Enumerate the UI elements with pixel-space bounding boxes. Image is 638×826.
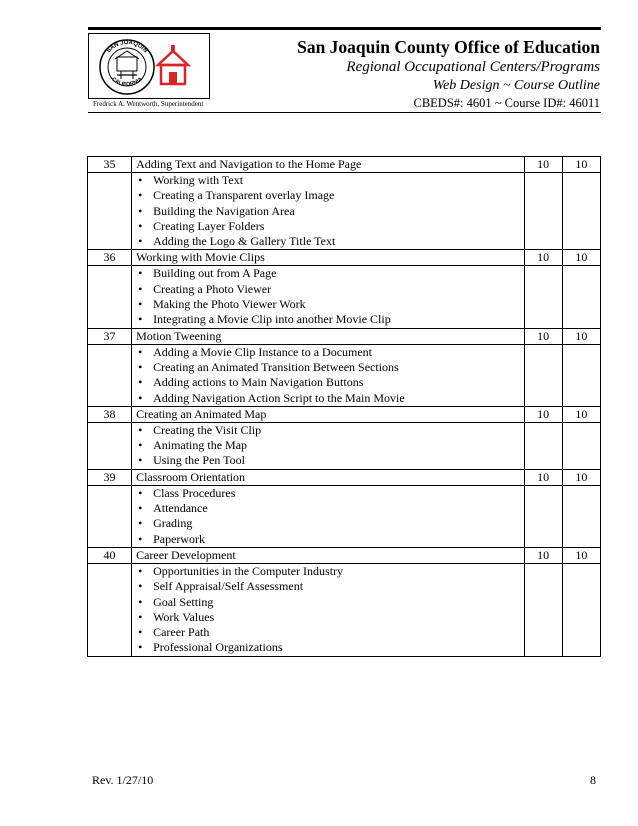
topic-list: [136, 173, 523, 249]
seal-text-top: SAN JOAQUIN: [105, 39, 149, 55]
topic-item: • Paperwork: [136, 532, 523, 547]
lesson-number: 35: [88, 157, 132, 173]
lesson-title: Motion Tweening: [132, 328, 524, 344]
empty-cell: [562, 563, 600, 656]
topic-item: • Working with Text: [136, 173, 523, 188]
topic-item: • Building out from A Page: [136, 266, 523, 281]
topic-list: [136, 423, 523, 469]
topic-item: • Making the Photo Viewer Work: [136, 297, 523, 312]
school-roof-icon: [158, 51, 188, 65]
lesson-row: [88, 469, 601, 485]
lesson-hours-b: 10: [562, 157, 600, 173]
lesson-number: 36: [88, 250, 132, 266]
lesson-topics-row: [88, 422, 601, 469]
topic-item: • Grading: [136, 516, 523, 531]
lesson-number: 39: [88, 469, 132, 485]
lesson-topics-row: [88, 266, 601, 328]
topic-item: • Professional Organizations: [136, 640, 523, 655]
lesson-topics: [132, 344, 524, 406]
lesson-topics: [132, 563, 524, 656]
lesson-title: Career Development: [132, 547, 524, 563]
topic-item: • Creating a Photo Viewer: [136, 282, 523, 297]
empty-cell: [524, 422, 562, 469]
top-rule: [88, 27, 601, 30]
topic-item: • Career Path: [136, 625, 523, 640]
lesson-topics: [132, 266, 524, 328]
course-outline-title: Web Design ~ Course Outline: [432, 78, 600, 93]
empty-cell: [524, 563, 562, 656]
topic-item: • Class Procedures: [136, 486, 523, 501]
lesson-hours-b: 10: [562, 547, 600, 563]
lesson-hours-a: 10: [524, 157, 562, 173]
topic-item: • Creating Layer Folders: [136, 219, 523, 234]
lesson-hours-b: 10: [562, 328, 600, 344]
empty-cell: [88, 422, 132, 469]
lesson-hours-a: 10: [524, 250, 562, 266]
lesson-hours-a: 10: [524, 547, 562, 563]
lesson-row: [88, 406, 601, 422]
county-logo: [88, 33, 210, 99]
topic-item: • Self Appraisal/Self Assessment: [136, 579, 523, 594]
revision-date: Rev. 1/27/10: [92, 773, 154, 787]
topic-item: • Creating an Animated Transition Between Sections: [136, 360, 523, 375]
lesson-hours-a: 10: [524, 469, 562, 485]
lesson-row: [88, 157, 601, 173]
lesson-number: 40: [88, 547, 132, 563]
topic-item: • Work Values: [136, 610, 523, 625]
topic-item: • Adding actions to Main Navigation Buttons: [136, 375, 523, 390]
empty-cell: [88, 485, 132, 547]
lesson-hours-b: 10: [562, 250, 600, 266]
empty-cell: [524, 266, 562, 328]
lesson-topics: [132, 485, 524, 547]
course-outline-table: [87, 156, 601, 657]
empty-cell: [562, 485, 600, 547]
lesson-topics-row: [88, 485, 601, 547]
county-seal-icon: [95, 37, 205, 97]
lesson-number: 38: [88, 406, 132, 422]
svg-text:SAN JOAQUIN: [106, 40, 148, 54]
lesson-topics-row: [88, 563, 601, 656]
lesson-title: Creating an Animated Map: [132, 406, 524, 422]
empty-cell: [88, 173, 132, 250]
empty-cell: [562, 266, 600, 328]
course-id-line: CBEDS#: 4601 ~ Course ID#: 46011: [413, 96, 600, 110]
empty-cell: [524, 485, 562, 547]
lesson-hours-b: 10: [562, 406, 600, 422]
lesson-topics: [132, 173, 524, 250]
topic-item: • Opportunities in the Computer Industry: [136, 564, 523, 579]
org-subtitle: Regional Occupational Centers/Programs: [346, 59, 600, 75]
lesson-title: Working with Movie Clips: [132, 250, 524, 266]
svg-text:CALIFORNIA: [110, 76, 143, 87]
topic-item: • Creating a Transparent overlay Image: [136, 188, 523, 203]
topic-item: • Adding a Movie Clip Instance to a Document: [136, 345, 523, 360]
lesson-number: 37: [88, 328, 132, 344]
topic-item: • Using the Pen Tool: [136, 453, 523, 468]
topic-item: • Adding the Logo & Gallery Title Text: [136, 234, 523, 249]
lesson-row: [88, 547, 601, 563]
lesson-hours-b: 10: [562, 469, 600, 485]
lesson-hours-a: 10: [524, 328, 562, 344]
topic-list: [136, 266, 523, 327]
topic-list: [136, 564, 523, 656]
topic-item: • Attendance: [136, 501, 523, 516]
topic-item: • Building the Navigation Area: [136, 204, 523, 219]
empty-cell: [524, 344, 562, 406]
lesson-title: Classroom Orientation: [132, 469, 524, 485]
lesson-topics: [132, 422, 524, 469]
superintendent-name: Fredrick A. Wentworth, Superintendent: [93, 100, 204, 108]
lesson-topics-row: [88, 173, 601, 250]
empty-cell: [88, 563, 132, 656]
lesson-hours-a: 10: [524, 406, 562, 422]
topic-list: [136, 345, 523, 406]
lesson-row: [88, 250, 601, 266]
topic-item: • Creating the Visit Clip: [136, 423, 523, 438]
topic-item: • Animating the Map: [136, 438, 523, 453]
empty-cell: [562, 173, 600, 250]
empty-cell: [88, 266, 132, 328]
topic-item: • Integrating a Movie Clip into another Movie Clip: [136, 312, 523, 327]
topic-item: • Goal Setting: [136, 595, 523, 610]
empty-cell: [562, 344, 600, 406]
lesson-title: Adding Text and Navigation to the Home Page: [132, 157, 524, 173]
topic-list: [136, 486, 523, 547]
org-title: San Joaquin County Office of Education: [297, 37, 600, 57]
empty-cell: [524, 173, 562, 250]
header-rule: [88, 112, 601, 113]
document-header: [297, 37, 600, 111]
empty-cell: [88, 344, 132, 406]
empty-cell: [562, 422, 600, 469]
topic-item: • Adding Navigation Action Script to the Main Movie: [136, 391, 523, 406]
lesson-topics-row: [88, 344, 601, 406]
seal-text-bottom: CALIFORNIA: [110, 76, 144, 88]
lesson-row: [88, 328, 601, 344]
page-number: 8: [590, 773, 596, 787]
